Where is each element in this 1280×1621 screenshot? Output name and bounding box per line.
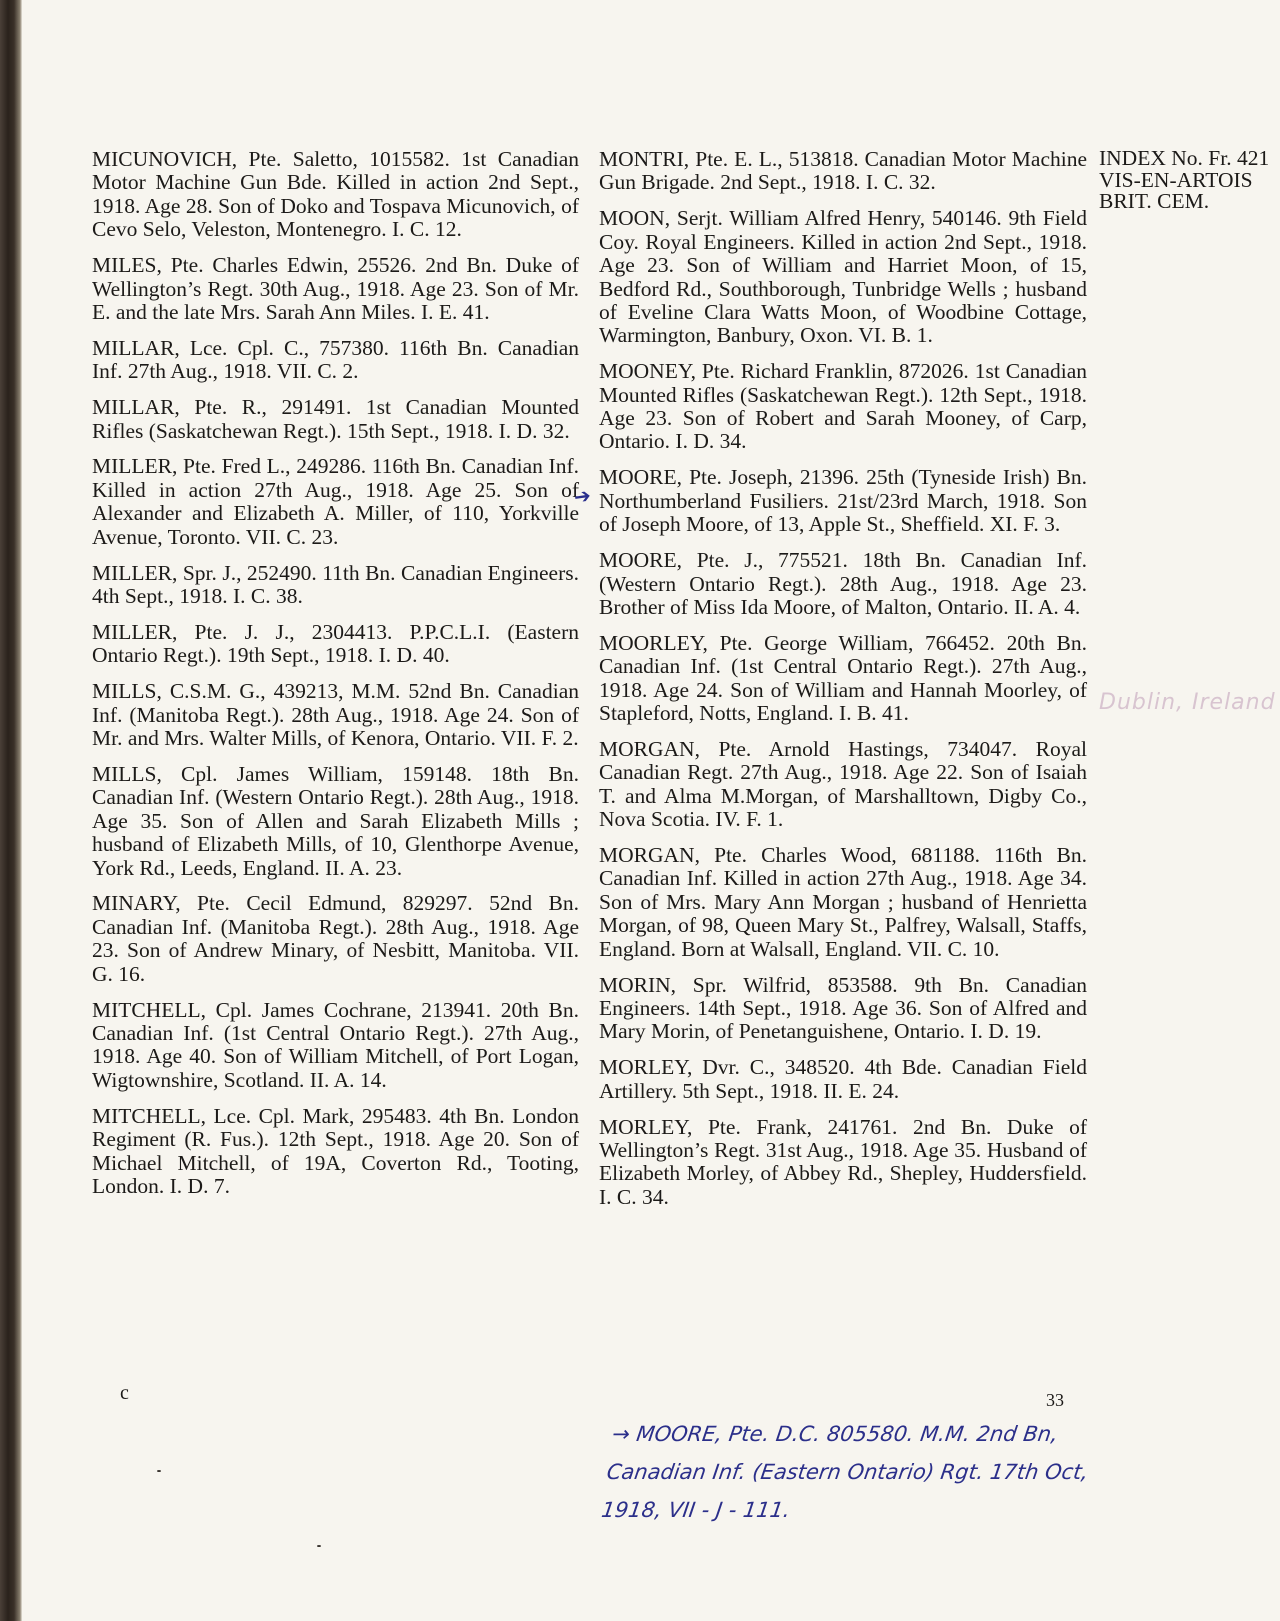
register-entry: MILLS, Cpl. James William, 159148. 18th Bn. Canadian Inf. (Western Ontario Regt.). 28th Aug., 1918. Age 35. Son of Allen and Sarah Elizabeth Mills ; husband of Elizabeth Mills, of 10, Glenthorpe Avenue, York Rd., Leeds, England. II. A. 23. (92, 761, 579, 880)
register-entry: MORLEY, Pte. Frank, 241761. 2nd Bn. Duke of Wellington’s Regt. 31st Aug., 1918. Age 35. Husband of Elizabeth Morley, of Abbey Rd., Shepley, Huddersfield. I. C. 34. (599, 1114, 1087, 1209)
register-page (22, 0, 1280, 1621)
register-entry: MOORLEY, Pte. George William, 766452. 20th Bn. Canadian Inf. (1st Central Ontario Regt.). 27th Aug., 1918. Age 24. Son of William and Hannah Moorley, of Stapleford, Notts, England. I. B. 41. (599, 630, 1087, 726)
register-entry: MOORE, Pte. J., 775521. 18th Bn. Canadian Inf. (Western Ontario Regt.). 28th Aug., 1918. Age 23. Brother of Miss Ida Moore, of Malton, Ontario. II. A. 4. (599, 548, 1087, 619)
register-entry: MORGAN, Pte. Charles Wood, 681188. 116th Bn. Canadian Inf. Killed in action 27th Aug., 1918. Age 34. Son of Mrs. Mary Ann Morgan ; husband of Henrietta Morgan, of 98, Queen Mary St., Palfrey, Walsall, Staffs, England. Born at Walsall, England. VII. C. 10. (599, 843, 1087, 961)
register-entry: MILLER, Pte. J. J., 2304413. P.P.C.L.I. (Eastern Ontario Regt.). 19th Sept., 1918. I. D. 40. (92, 619, 579, 668)
register-entry: MILLER, Pte. Fred L., 249286. 116th Bn. Canadian Inf. Killed in action 27th Aug., 1918. Age 25. Son of Alexander and Elizabeth A. Miller, of 110, Yorkville Avenue, Toronto. VII. C. 23. (92, 454, 579, 549)
register-entry: MILLAR, Lce. Cpl. C., 757380. 116th Bn. Canadian Inf. 27th Aug., 1918. VII. C. 2. (92, 335, 579, 384)
register-entry: MOON, Serjt. William Alfred Henry, 540146. 9th Field Coy. Royal Engineers. Killed in action 2nd Sept., 1918. Age 23. Son of William and Harriet Moon, of 15, Bedford Rd., Southborough, Tunbridge Wells ; husband of Eveline Clara Watts Moon, of Woodbine Cottage, Warmington, Banbury, Oxon. VI. B. 1. (599, 206, 1087, 348)
register-entry: MILLS, C.S.M. G., 439213, M.M. 52nd Bn. Canadian Inf. (Manitoba Regt.). 28th Aug., 1918. Age 24. Son of Mr. and Mrs. Walter Mills, of Kenora, Ontario. VII. F. 2. (92, 679, 579, 751)
handwritten-line: → MOORE, Pte. D.C. 805580. M.M. 2nd Bn, (610, 1422, 1060, 1446)
register-entry: MOONEY, Pte. Richard Franklin, 872026. 1st Canadian Mounted Rifles (Saskatchewan Regt.). 12th Sept., 1918. Age 23. Son of Robert and Sarah Mooney, of Carp, Ontario. I. D. 34. (599, 359, 1087, 454)
register-entry: MOORE, Pte. Joseph, 21396. 25th (Tyneside Irish) Bn. Northumberland Fusiliers. 21st/23rd March, 1918. Son of Joseph Moore, of 13, Apple St., Sheffield. XI. F. 3. (599, 465, 1087, 537)
register-entry: MORLEY, Dvr. C., 348520. 4th Bde. Canadian Field Artillery. 5th Sept., 1918. II. E. 24. (599, 1055, 1087, 1103)
register-entry: MICUNOVICH, Pte. Saletto, 1015582. 1st Canadian Motor Machine Gun Bde. Killed in action 2nd Sept., 1918. Age 28. Son of Doko and Tospava Micunovich, of Cevo Selo, Veleston, Montenegro. I. C. 12. (92, 147, 579, 242)
handwritten-line: 1918, VII - J - 111. (599, 1498, 792, 1522)
book-binding-edge (0, 0, 22, 1621)
right-column (599, 148, 1087, 1222)
register-entry: MORGAN, Pte. Arnold Hastings, 734047. Royal Canadian Regt. 27th Aug., 1918. Age 22. Son of Isaiah T. and Alma M.Morgan, of Marshalltown, Digby Co., Nova Scotia. IV. F. 1. (599, 736, 1087, 832)
register-entry: MITCHELL, Lce. Cpl. Mark, 295483. 4th Bn. London Regiment (R. Fus.). 12th Sept., 1918. Age 20. Son of Michael Mitchell, of 19A, Coverton Rd., Tooting, London. I. D. 7. (92, 1103, 579, 1198)
page-number: 33 (1046, 1390, 1064, 1410)
faint-pencil-note: Dublin, Ireland (1099, 690, 1276, 715)
paper-speck (317, 1545, 321, 1547)
register-entry: MINARY, Pte. Cecil Edmund, 829297. 52nd Bn. Canadian Inf. (Manitoba Regt.). 28th Aug., 1918. Age 23. Son of Andrew Minary, of Nesbitt, Manitoba. VII. G. 16. (92, 891, 579, 986)
handwritten-addendum (599, 1415, 1090, 1529)
cemetery-index-header (1099, 148, 1280, 213)
cemetery-name: VIS-EN-ARTOIS (1099, 167, 1253, 192)
handwritten-line: Canadian Inf. (Eastern Ontario) Rgt. 17th Oct, (605, 1460, 1090, 1484)
index-number: INDEX No. Fr. 421 (1099, 146, 1270, 170)
register-entry: MONTRI, Pte. E. L., 513818. Canadian Motor Machine Gun Brigade. 2nd Sept., 1918. I. C. 32. (599, 147, 1087, 195)
left-column (92, 148, 579, 1211)
paper-speck (157, 1470, 161, 1472)
register-entry: MILES, Pte. Charles Edwin, 25526. 2nd Bn. Duke of Wellington’s Regt. 30th Aug., 1918. Age 23. Son of Mr. E. and the late Mrs. Sarah Ann Miles. I. E. 41. (92, 253, 579, 324)
signature-letter: c (120, 1382, 129, 1404)
register-entry: MILLER, Spr. J., 252490. 11th Bn. Canadian Engineers. 4th Sept., 1918. I. C. 38. (92, 560, 579, 608)
register-entry: MILLAR, Pte. R., 291491. 1st Canadian Mounted Rifles (Saskatchewan Regt.). 15th Sept., 1918. I. D. 32. (92, 395, 579, 443)
register-entry: MORIN, Spr. Wilfrid, 853588. 9th Bn. Canadian Engineers. 14th Sept., 1918. Age 36. Son of Alfred and Mary Morin, of Penetanguishene, Ontario. I. D. 19. (599, 972, 1087, 1044)
arrow-icon: ➔ (572, 482, 593, 510)
register-entry: MITCHELL, Cpl. James Cochrane, 213941. 20th Bn. Canadian Inf. (1st Central Ontario Regt.). 27th Aug., 1918. Age 40. Son of William Mitchell, of Port Logan, Wigtownshire, Scotland. II. A. 14. (92, 997, 579, 1092)
cemetery-name-suffix: BRIT. CEM. (1099, 189, 1210, 213)
